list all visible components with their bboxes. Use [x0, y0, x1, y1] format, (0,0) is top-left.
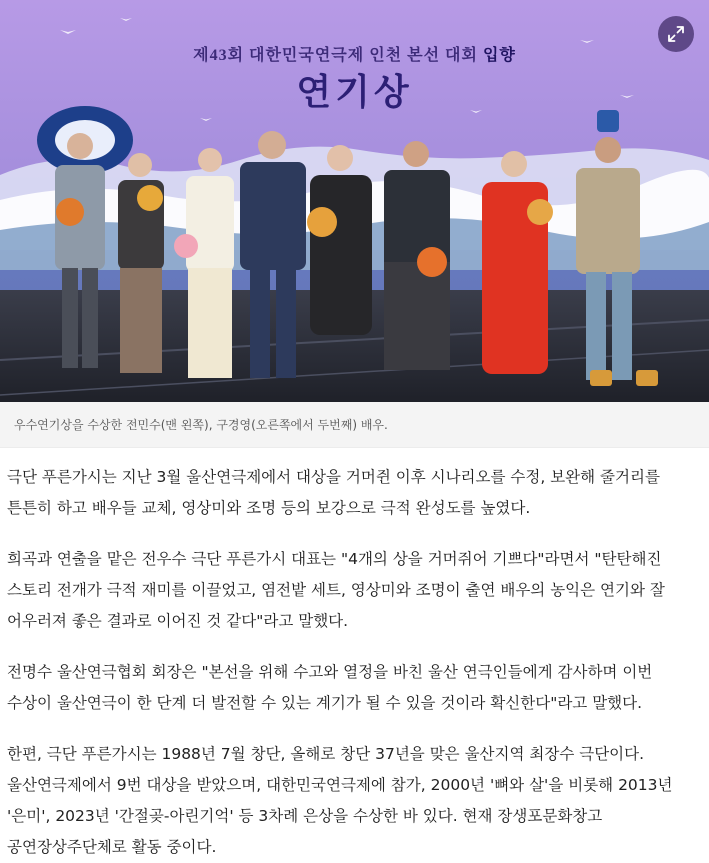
banner-title: 연기상	[296, 72, 413, 113]
award-photo[interactable]	[0, 0, 709, 402]
article-body	[0, 448, 709, 863]
banner-subtitle	[0, 42, 709, 65]
article-paragraph: 전명수 울산연극협회 회장은 "본선을 위해 수고와 열정을 바친 울산 연극인들에게 감사하며 이번 수상이 울산연극이 한 단계 더 발전할 수 있는 계기가 될 수 있을 것이라 확신한다"라고 말했다.	[7, 663, 653, 712]
banner-subtitle-text: 제43회 대한민국연극제 인천 본선 대회	[193, 47, 478, 64]
expand-arrows-icon	[667, 25, 685, 43]
article-paragraph: 희곡과 연출을 맡은 전우수 극단 푸른가시 대표는 "4개의 상을 거머쥐어 기쁘다"라면서 "탄탄해진 스토리 전개가 극적 재미를 이끌었고, 염전밭 세트, 영상미와 조명이 출연 배우의 농익은 연기와 잘 어우러져 좋은 결과로 이어진 것 같다"라고 말했다.	[7, 550, 665, 630]
article-paragraph: 한편, 극단 푸른가시는 1988년 7월 창단, 올해로 창단 37년을 맞은 울산지역 최장수 극단이다. 울산연극제에서 9번 대상을 받았으며, 대한민국연극제에 참가, 2000년 '뼈와 살'을 비롯해 2013년 '은미', 2023년 '간절곶-아린기억' 등 3차례 은상을 수상한 바 있다. 현재 장생포문화창고 공연장상주단체로 활동 중이다.	[7, 745, 673, 856]
expand-image-button[interactable]	[658, 16, 694, 52]
banner-subtitle-highlight: 입향	[482, 47, 516, 64]
article-paragraph: 극단 푸른가시는 지난 3월 울산연극제에서 대상을 거머쥔 이후 시나리오를 수정, 보완해 줄거리를 튼튼히 하고 배우들 교체, 영상미와 조명 등의 보강으로 극적 완성도를 높였다.	[7, 468, 660, 517]
photo-caption: 우수연기상을 수상한 전민수(맨 왼쪽), 구경영(오른쪽에서 두번째) 배우.	[0, 402, 709, 448]
